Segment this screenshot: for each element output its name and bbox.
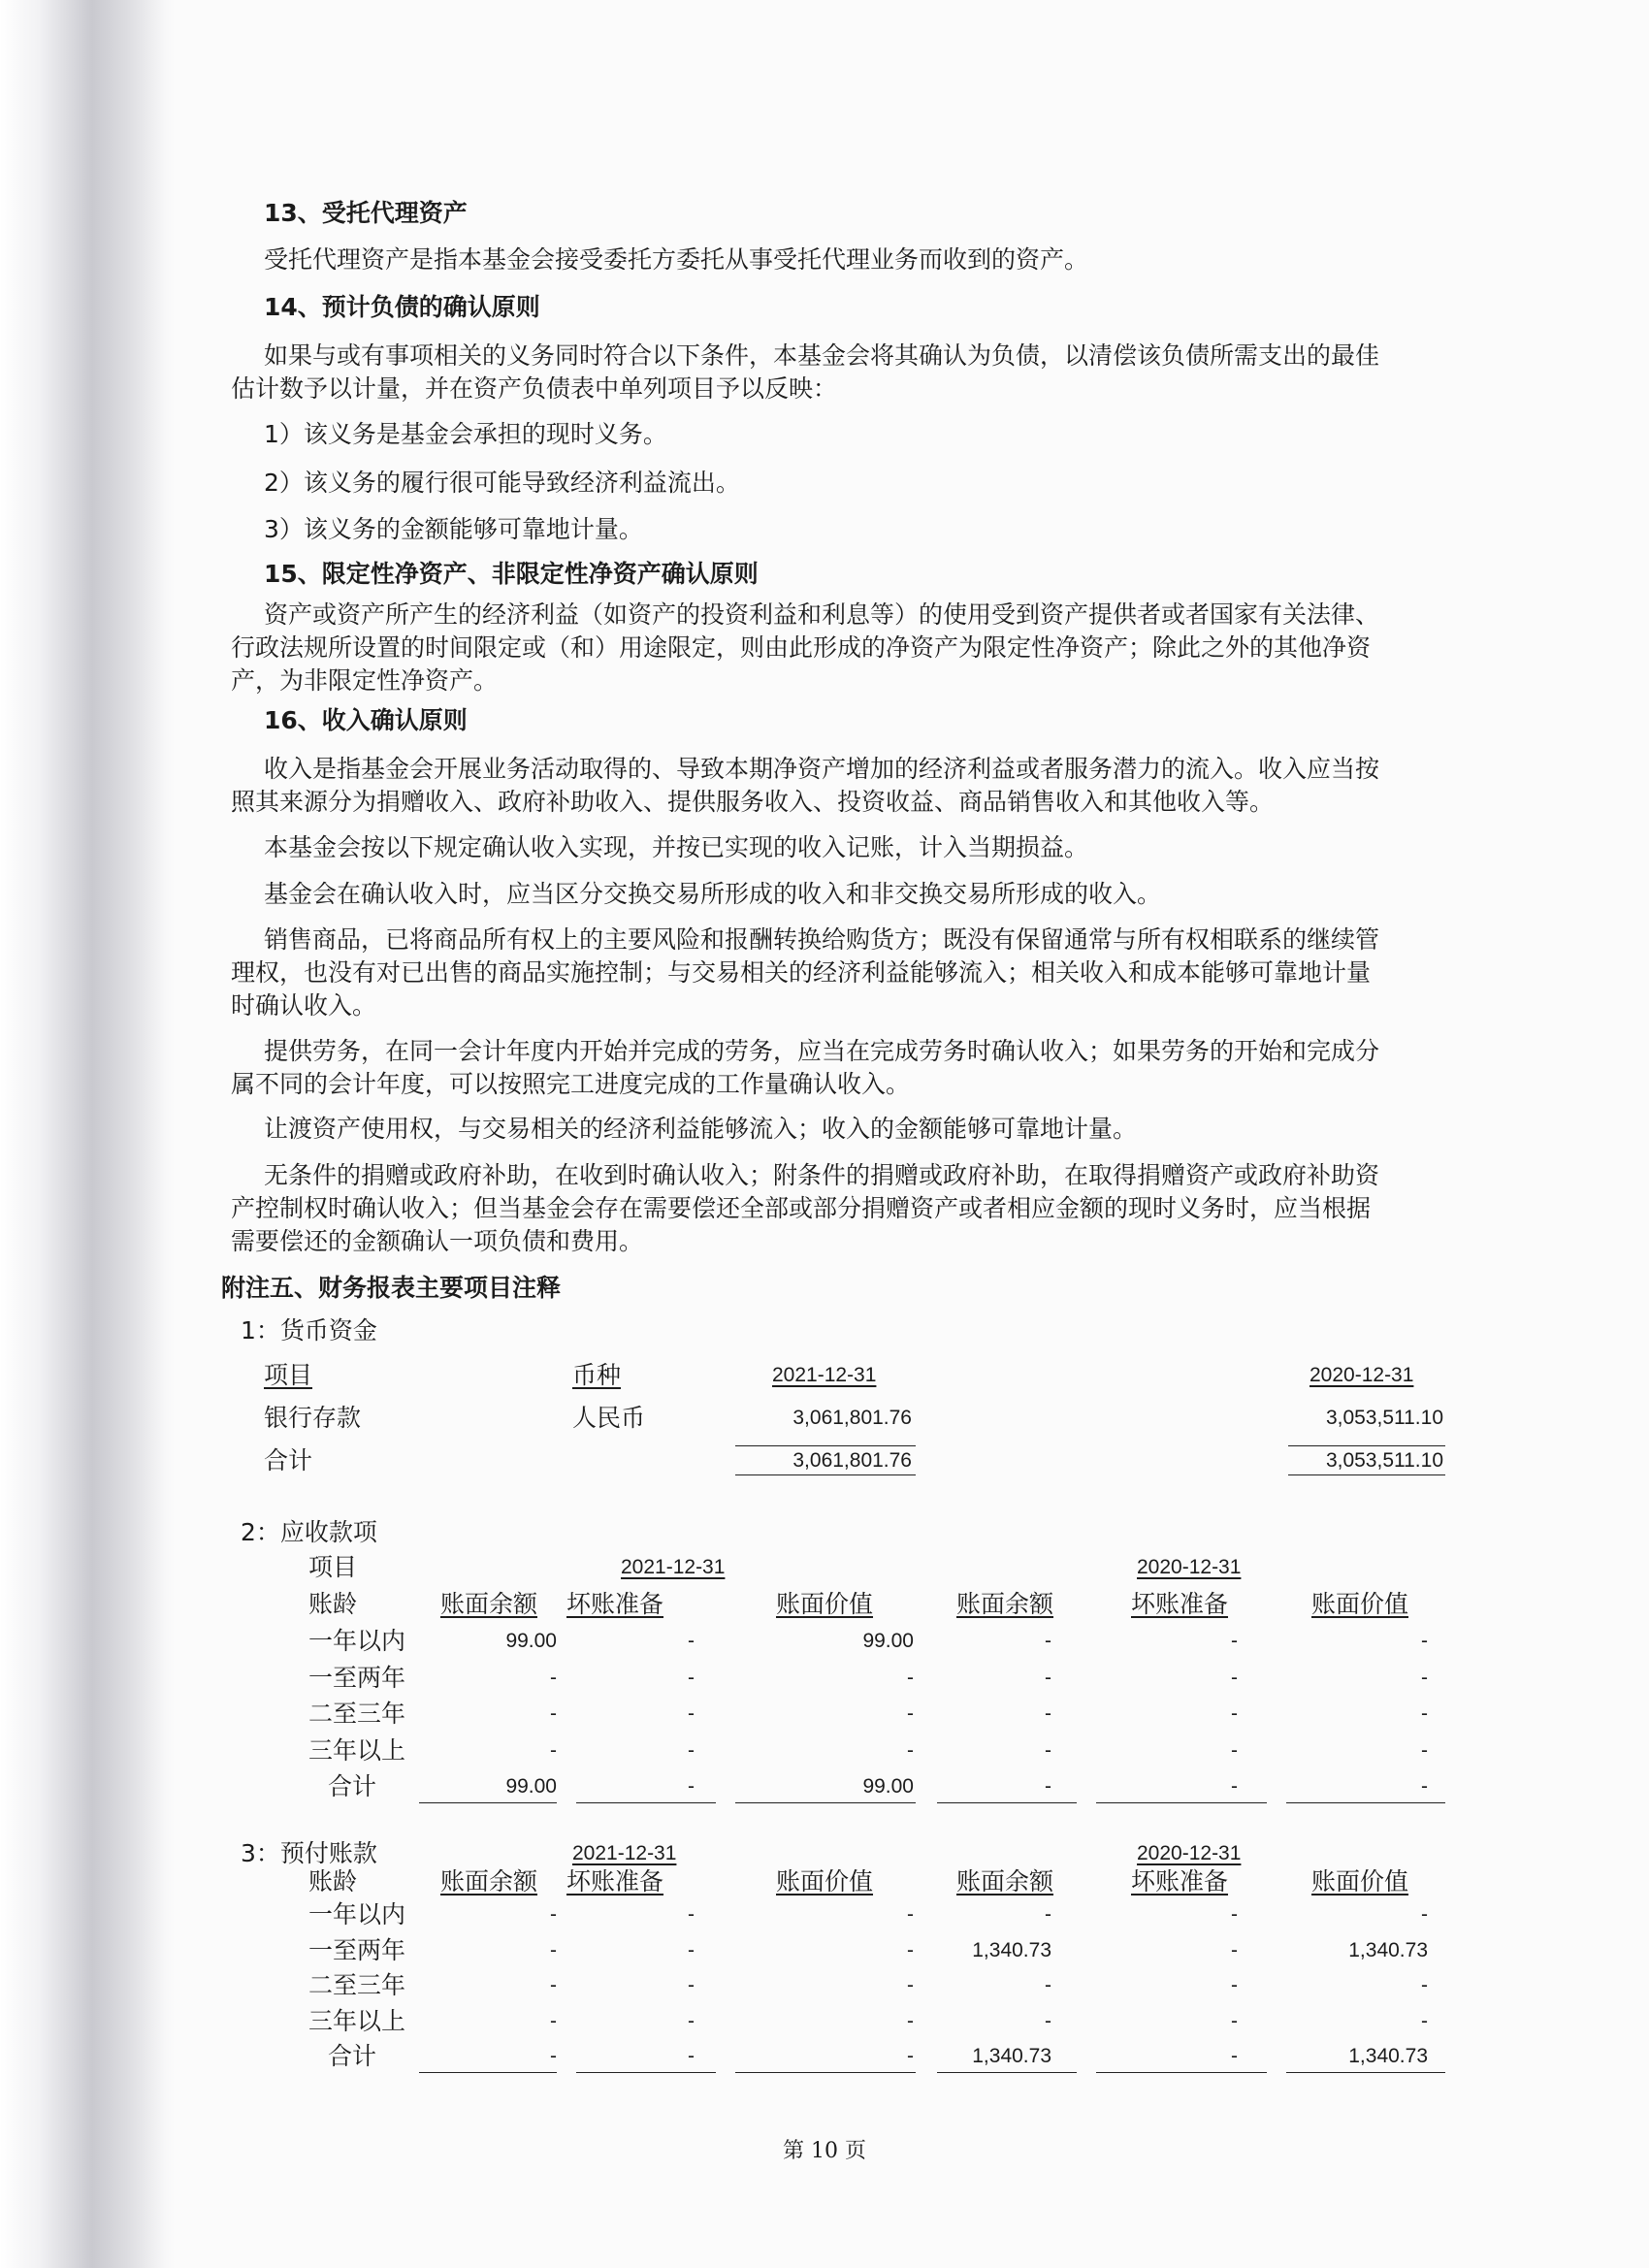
prepayments-aging-label: 账龄 [308,1867,358,1895]
prepayments-cell: - [1421,1903,1428,1926]
prepayments-cell: - [688,2009,695,2032]
receivables-cell: - [1421,1775,1428,1798]
section-15-line2: 行政法规所设置的时间限定或（和）用途限定，则由此形成的净资产为限定性净资产；除此之外的其他净资 [231,633,1372,662]
cash-total-rule-2021 [735,1445,916,1446]
section-16-p1-line1: 收入是指基金会开展业务活动取得的、导致本期净资产增加的经济利益或者服务潜力的流入。收入应当按 [264,755,1380,783]
receivables-row-label: 一年以内 [308,1627,406,1655]
section-16-p4-line2: 理权，也没有对已出售的商品实施控制；与交易相关的经济利益能够流入；相关收入和成本能够可靠地计量 [231,958,1372,987]
section-16-p5-line1: 提供劳务，在同一会计年度内开始并完成的劳务，应当在完成劳务时确认收入；如果劳务的开始和完成分 [264,1037,1380,1065]
prepayments-total-underline [937,2072,1077,2073]
receivables-cell: - [1045,1775,1051,1798]
receivables-cell: 99.00 [505,1630,557,1652]
section-14-item2: 2）该义务的履行很可能导致经济利益流出。 [264,469,740,497]
receivables-cell: - [907,1702,914,1725]
prepayments-title: 3：预付账款 [241,1839,377,1867]
cash-row-bank-2021: 3,061,801.76 [792,1407,912,1429]
receivables-cell: 99.00 [505,1775,557,1798]
prepayments-row-label: 合计 [328,2042,377,2070]
receivables-aging-label: 账龄 [308,1590,358,1618]
cash-total-underline-2021 [735,1474,916,1475]
receivables-row-label: 一至两年 [308,1663,406,1692]
prepayments-total-underline [735,2072,916,2073]
receivables-cell: - [907,1666,914,1689]
receivables-cell: - [1231,1702,1238,1725]
receivables-cell: - [550,1738,557,1762]
section-16-p6: 让渡资产使用权，与交易相关的经济利益能够流入；收入的金额能够可靠地计量。 [264,1115,1138,1143]
cash-row-total-2020: 3,053,511.10 [1325,1449,1443,1472]
section-15-line1: 资产或资产所产生的经济利益（如资产的投资利益和利息等）的使用受到资产提供者或者国家有关法律、 [264,600,1380,629]
receivables-item-label: 项目 [308,1553,358,1581]
cash-header-item: 项目 [264,1361,313,1389]
receivables-cell: - [550,1702,557,1725]
prepayments-row-label: 一至两年 [308,1935,406,1964]
receivables-col-header-5: 坏账准备 [1131,1590,1229,1618]
prepayments-cell: - [688,2045,695,2067]
prepayments-col-header-5: 坏账准备 [1131,1867,1229,1895]
receivables-col-header-4: 账面余额 [956,1590,1054,1618]
section-14-item1: 1）该义务是基金会承担的现时义务。 [264,420,667,448]
receivables-period-2021: 2021-12-31 [621,1556,726,1578]
receivables-col-header-6: 账面价值 [1311,1590,1409,1618]
prepayments-cell: - [550,1903,557,1926]
receivables-cell: - [1421,1738,1428,1762]
section-16-p3: 基金会在确认收入时，应当区分交换交易所形成的收入和非交换交易所形成的收入。 [264,880,1162,908]
cash-row-bank-2020: 3,053,511.10 [1325,1407,1443,1429]
receivables-cell: - [688,1666,695,1689]
prepayments-cell: - [907,2045,914,2067]
receivables-cell: - [907,1738,914,1762]
cash-row-total-label: 合计 [264,1446,313,1474]
section-14-intro-line2: 估计数予以计量，并在资产负债表中单列项目予以反映： [231,374,838,403]
prepayments-cell: 1,340.73 [1348,2045,1428,2067]
receivables-cell: - [688,1775,695,1798]
receivables-cell: - [550,1666,557,1689]
cash-total-rule-2020 [1288,1445,1445,1446]
receivables-period-2020: 2020-12-31 [1137,1556,1242,1578]
section-14-item3: 3）该义务的金额能够可靠地计量。 [264,515,643,543]
receivables-cell: - [1045,1630,1051,1652]
prepayments-cell: - [1045,1974,1051,1996]
receivables-total-underline [576,1802,716,1803]
receivables-cell: - [688,1738,695,1762]
receivables-total-underline [937,1802,1077,1803]
receivables-cell: - [1231,1775,1238,1798]
prepayments-cell: - [1231,1938,1238,1961]
receivables-total-underline [1286,1802,1445,1803]
section-16-p5-line2: 属不同的会计年度，可以按照完工进度完成的工作量确认收入。 [231,1070,911,1098]
receivables-cell: - [1045,1702,1051,1725]
section-16-p7-line1: 无条件的捐赠或政府补助，在收到时确认收入；附条件的捐赠或政府补助，在取得捐赠资产或政府补助资 [264,1161,1380,1189]
cash-total-underline-2020 [1288,1474,1445,1475]
prepayments-cell: 1,340.73 [1348,1938,1428,1961]
prepayments-cell: - [907,1938,914,1961]
prepayments-cell: 1,340.73 [972,2045,1051,2067]
section-14-heading: 14、预计负债的确认原则 [264,293,540,321]
prepayments-cell: - [1231,1974,1238,1996]
prepayments-cell: - [688,1903,695,1926]
section-16-p2: 本基金会按以下规定确认收入实现，并按已实现的收入记账，计入当期损益。 [264,833,1089,861]
receivables-cell: - [1045,1738,1051,1762]
receivables-cell: 99.00 [862,1775,914,1798]
cash-header-2020: 2020-12-31 [1310,1364,1414,1386]
prepayments-cell: - [1231,2045,1238,2067]
receivables-col-header-3: 账面价值 [776,1590,874,1618]
prepayments-cell: - [907,1974,914,1996]
receivables-title: 2：应收款项 [241,1518,377,1546]
prepayments-row-label: 三年以上 [308,2006,406,2035]
receivables-cell: - [1421,1666,1428,1689]
receivables-col-header-1: 账面余额 [440,1590,538,1618]
receivables-row-label: 合计 [328,1772,377,1800]
prepayments-row-label: 二至三年 [308,1971,406,1999]
section-13-heading: 13、受托代理资产 [264,199,468,227]
prepayments-cell: - [1045,2009,1051,2032]
prepayments-cell: - [550,1938,557,1961]
prepayments-total-underline [419,2072,557,2073]
prepayments-total-underline [576,2072,716,2073]
prepayments-cell: - [550,2045,557,2067]
cash-row-bank-currency: 人民币 [572,1404,646,1432]
prepayments-period-2020: 2020-12-31 [1137,1842,1242,1864]
section-13-body: 受托代理资产是指本基金会接受委托方委托从事受托代理业务而收到的资产。 [264,245,1089,274]
prepayments-total-underline [1286,2072,1445,2073]
prepayments-cell: - [1421,2009,1428,2032]
prepayments-period-2021: 2021-12-31 [572,1842,677,1864]
prepayments-cell: 1,340.73 [972,1938,1051,1961]
section-16-p7-line3: 需要偿还的金额确认一项负债和费用。 [231,1227,644,1255]
receivables-cell: - [1231,1666,1238,1689]
prepayments-cell: - [688,1974,695,1996]
section-16-p7-line2: 产控制权时确认收入；但当基金会存在需要偿还全部或部分捐赠资产或者相应金额的现时义务时，应当根据 [231,1194,1372,1222]
cash-row-total-2021: 3,061,801.76 [792,1449,912,1472]
receivables-row-label: 二至三年 [308,1700,406,1728]
receivables-total-underline [735,1802,916,1803]
prepayments-cell: - [1231,1903,1238,1926]
section-15-line3: 产，为非限定性净资产。 [231,666,499,695]
receivables-cell: 99.00 [862,1630,914,1652]
receivables-cell: - [1045,1666,1051,1689]
section-15-heading: 15、限定性净资产、非限定性净资产确认原则 [264,560,759,588]
prepayments-total-underline [1096,2072,1267,2073]
cash-title: 1：货币资金 [241,1316,377,1345]
receivables-row-label: 三年以上 [308,1735,406,1765]
prepayments-row-label: 一年以内 [308,1900,406,1928]
prepayments-cell: - [1231,2009,1238,2032]
receivables-cell: - [1421,1630,1428,1652]
prepayments-cell: - [1045,1903,1051,1926]
prepayments-cell: - [907,2009,914,2032]
prepayments-cell: - [907,1903,914,1926]
receivables-cell: - [1231,1630,1238,1652]
receivables-total-underline [419,1802,557,1803]
receivables-cell: - [1231,1738,1238,1762]
prepayments-col-header-1: 账面余额 [440,1867,538,1895]
receivables-cell: - [688,1630,695,1652]
notes-heading: 附注五、财务报表主要项目注释 [221,1274,562,1302]
receivables-cell: - [688,1702,695,1725]
prepayments-col-header-2: 坏账准备 [566,1867,664,1895]
cash-header-currency: 币种 [572,1361,622,1389]
prepayments-col-header-4: 账面余额 [956,1867,1054,1895]
prepayments-col-header-3: 账面价值 [776,1867,874,1895]
receivables-col-header-2: 坏账准备 [566,1590,664,1618]
page-number: 第 10 页 [783,2139,866,2163]
cash-header-2021: 2021-12-31 [772,1364,877,1386]
prepayments-cell: - [688,1938,695,1961]
prepayments-col-header-6: 账面价值 [1311,1867,1409,1895]
section-16-p1-line2: 照其来源分为捐赠收入、政府补助收入、提供服务收入、投资收益、商品销售收入和其他收入等。 [231,788,1275,816]
section-16-p4-line1: 销售商品，已将商品所有权上的主要风险和报酬转换给购货方；既没有保留通常与所有权相联系的继续管 [264,925,1380,954]
prepayments-cell: - [1421,1974,1428,1996]
section-16-heading: 16、收入确认原则 [264,706,468,734]
prepayments-cell: - [550,2009,557,2032]
receivables-total-underline [1096,1802,1267,1803]
section-14-intro-line1: 如果与或有事项相关的义务同时符合以下条件，本基金会将其确认为负债，以清偿该负债所需支出的最佳 [264,341,1380,370]
section-16-p4-line3: 时确认收入。 [231,991,377,1020]
receivables-cell: - [1421,1702,1428,1725]
cash-row-bank-label: 银行存款 [264,1404,362,1432]
prepayments-cell: - [550,1974,557,1996]
